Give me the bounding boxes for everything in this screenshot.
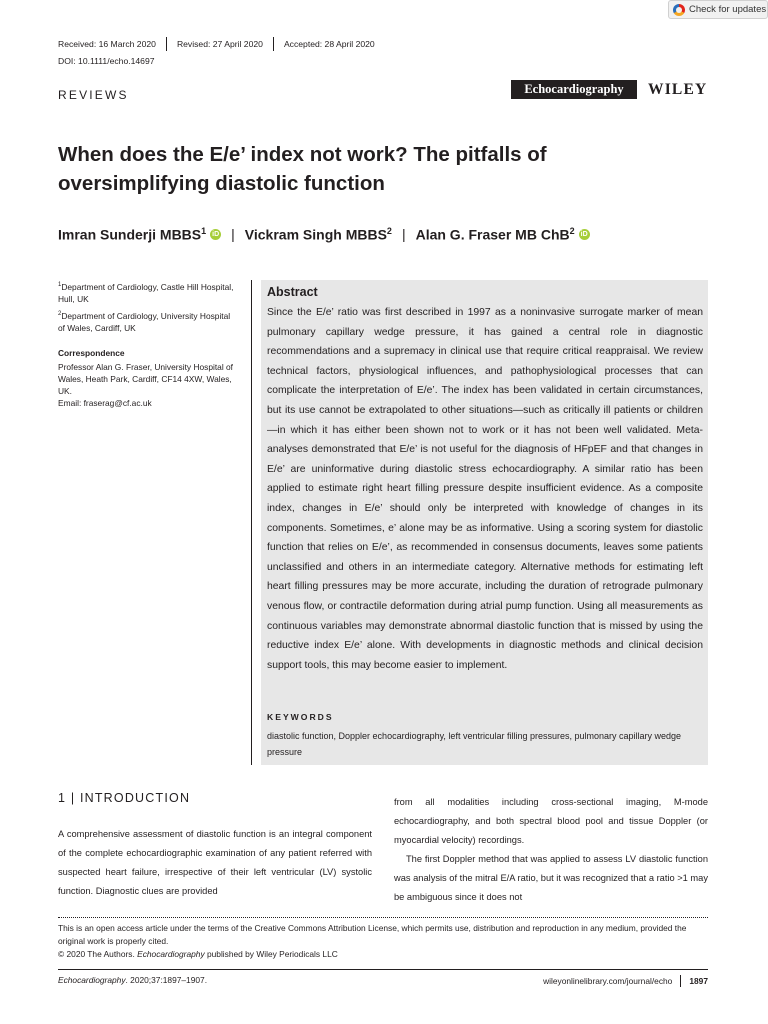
orcid-icon[interactable]: iD <box>580 230 588 238</box>
copyright-line: © 2020 The Authors. Echocardiography published by Wiley Periodicals LLC <box>58 949 338 959</box>
footer-rule <box>58 969 708 970</box>
column-divider <box>251 280 252 765</box>
date-divider <box>273 37 274 51</box>
author-3[interactable]: Alan G. Fraser MB ChB$^2$ <box>415 226 575 243</box>
publisher-logo: WILEY <box>648 81 708 98</box>
keywords-list: diastolic function, Doppler echocardiography, left ventricular filling pressures, pulmonary capillary wedge pressure <box>267 731 682 757</box>
article-title: When does the E/e’ index not work? The pitfalls of oversimplifying diastolic function <box>58 143 547 195</box>
correspondence-heading: Correspondence <box>58 348 125 358</box>
footer-divider <box>680 975 681 987</box>
journal-url[interactable]: wileyonlinelibrary.com/journal/echo <box>543 976 673 986</box>
author-list <box>58 226 590 243</box>
received-date: Received: 16 March 2020 <box>58 39 156 49</box>
correspondence-email[interactable]: Email: fraserag@cf.ac.uk <box>58 398 152 408</box>
keywords-heading: KEYWORDS <box>267 712 334 722</box>
intro-paragraph-2: The first Doppler method that was applied to assess LV diastolic function was analysis of the mitral E/A ratio, but it was recognized that a ratio >1 may be ambiguous since it does not <box>394 854 708 902</box>
date-divider <box>166 37 167 51</box>
crossmark-icon <box>673 4 685 16</box>
footer-right <box>543 975 708 987</box>
check-for-updates-badge[interactable] <box>668 0 768 19</box>
author-separator: | <box>231 226 235 243</box>
license-divider <box>58 917 708 918</box>
affiliation-1: $^1$Department of Cardiology, Castle Hill Hospital, Hull, UK <box>58 281 234 304</box>
affiliation-2: $^2$Department of Cardiology, University Hospital of Wales, Cardiff, UK <box>58 310 231 333</box>
license-notice <box>58 922 708 961</box>
author-1[interactable]: Imran Sunderji MBBS$^1$ <box>58 226 207 243</box>
article-dates <box>58 37 375 51</box>
orcid-icon[interactable]: iD <box>212 230 220 238</box>
abstract-heading: Abstract <box>267 285 318 299</box>
check-for-updates-label: Check for updates <box>689 4 767 15</box>
journal-logo: Echocardiography <box>511 80 637 99</box>
correspondence-text: Professor Alan G. Fraser, University Hospital of Wales, Heath Park, Cardiff, CF14 4XW, Wales, UK. Email: fraserag@cf.ac.uk <box>58 362 234 408</box>
section-label: REVIEWS <box>58 88 129 102</box>
author-separator: | <box>401 226 406 243</box>
abstract-text: Since the E/e’ ratio was first described in 1997 as a noninvasive surrogate marker of mean pulmonary capillary wedge pressure, it has gained a central role in diagnostic recommendations and a supremacy in clinical use that require critical reappraisal. We review technical factors, physiological influences, and pathophysiological processes that can complicate the interpretation of E/e’. The index has been validated in certain circumstances, but its use cannot be extrapolated to other situations—such as critically ill patients or children—in which it has either been shown not to work or it has not been well validated. Meta-analyses demonstrated that E/e’ is not useful for the diagnosis of HFpEF and that changes in E/e’ are uninformative during diastolic stress echocardiography. A similar ratio has been applied to estimate right heart filling pressure despite insufficient evidence. As a composite index, changes in E/e’ should only be interpreted with knowledge of changes in its components. Sometimes, e’ alone may be as informative. Using a scoring system for diastolic function that relies on E/e’, as recommended in consensus documents, leaves some patients unclassified and others in an intermediate category. Alternative methods for estimating left heart filling pressures may be more accurate, including the duration of retrograde pulmonary venous flow, or contractile deformation during atrial pump function. Using all measurements as continuous variables may demonstrate abnormal diastolic function that is missed by using the reductive index E/e’ alone. With developments in diagnostic methods and clinical decision support tools, this may become easier to implement. <box>267 307 703 671</box>
intro-column-2 <box>394 793 708 907</box>
page-number: 1897 <box>689 976 708 986</box>
author-2[interactable]: Vickram Singh MBBS$^2$ <box>244 226 392 243</box>
revised-date: Revised: 27 April 2020 <box>176 39 263 49</box>
doi[interactable]: DOI: 10.1111/echo.14697 <box>58 56 155 66</box>
accepted-date: Accepted: 28 April 2020 <box>283 39 375 49</box>
intro-paragraph-1-continued: from all modalities including cross-sectional imaging, M-mode echocardiography, and both spectral blood pool and tissue Doppler (or myocardial velocity) recordings. <box>394 797 708 845</box>
section-heading-introduction: 1 | INTRODUCTION <box>58 791 191 805</box>
license-text: This is an open access article under the terms of the Creative Commons Attribution License, which permits use, distribution and reproduction in any medium, provided the original work is properly cited. <box>58 923 687 946</box>
intro-paragraph-1: A comprehensive assessment of diastolic function is an integral component of the complete echocardiographic examination of any patient referred with suspected heart failure, irrespective of their left ventricular (LV) systolic function. Diagnostic clues are provided <box>58 829 372 896</box>
footer-citation: Echocardiography. 2020;37:1897–1907. <box>58 975 208 985</box>
